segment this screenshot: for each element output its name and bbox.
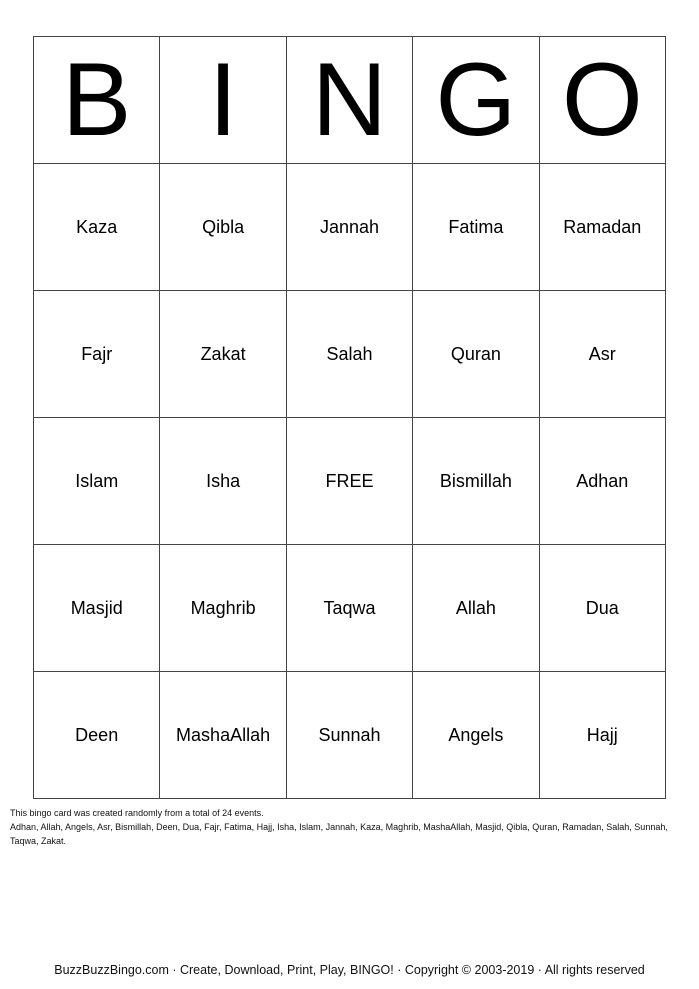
header-letter-g: G	[413, 37, 539, 164]
bingo-row-3	[34, 418, 666, 545]
card-summary: This bingo card was created randomly from a total of 24 events.	[10, 808, 264, 818]
bingo-row-1	[34, 164, 666, 291]
bingo-cell: Taqwa	[286, 545, 412, 672]
bingo-cell: Asr	[539, 291, 665, 418]
header-letter-b: B	[34, 37, 160, 164]
header-letter-i: I	[160, 37, 286, 164]
bingo-cell: Quran	[413, 291, 539, 418]
bingo-cell: Bismillah	[413, 418, 539, 545]
bingo-cell: Sunnah	[286, 672, 412, 799]
header-letter-n: N	[286, 37, 412, 164]
bingo-cell: Deen	[34, 672, 160, 799]
page-footer: BuzzBuzzBingo.com · Create, Download, Print, Play, BINGO! · Copyright © 2003-2019 · All rights reserved	[54, 963, 645, 977]
event-list: Adhan, Allah, Angels, Asr, Bismillah, Deen, Dua, Fajr, Fatima, Hajj, Isha, Islam, Jannah, Kaza, Maghrib, MashaAllah, Masjid, Qibla, Quran, Ramadan, Salah, Sunnah, Taqwa, Zakat.	[10, 822, 668, 846]
bingo-cell: Islam	[34, 418, 160, 545]
bingo-cell: Allah	[413, 545, 539, 672]
bingo-cell: Salah	[286, 291, 412, 418]
bingo-cell: Kaza	[34, 164, 160, 291]
header-letter-o: O	[539, 37, 665, 164]
bingo-cell: Maghrib	[160, 545, 286, 672]
bingo-row-4	[34, 545, 666, 672]
bingo-card	[33, 36, 666, 799]
bingo-cell: MashaAllah	[160, 672, 286, 799]
bingo-cell: Ramadan	[539, 164, 665, 291]
free-space-cell: FREE	[286, 418, 412, 545]
bingo-cell: Jannah	[286, 164, 412, 291]
bingo-cell: Fajr	[34, 291, 160, 418]
bingo-cell: Adhan	[539, 418, 665, 545]
bingo-cell: Isha	[160, 418, 286, 545]
bingo-cell: Masjid	[34, 545, 160, 672]
card-info	[10, 806, 690, 848]
bingo-row-5	[34, 672, 666, 799]
bingo-cell: Angels	[413, 672, 539, 799]
bingo-row-2	[34, 291, 666, 418]
bingo-cell: Zakat	[160, 291, 286, 418]
bingo-header-row	[34, 37, 666, 164]
bingo-cell: Dua	[539, 545, 665, 672]
bingo-cell: Hajj	[539, 672, 665, 799]
bingo-cell: Fatima	[413, 164, 539, 291]
bingo-cell: Qibla	[160, 164, 286, 291]
